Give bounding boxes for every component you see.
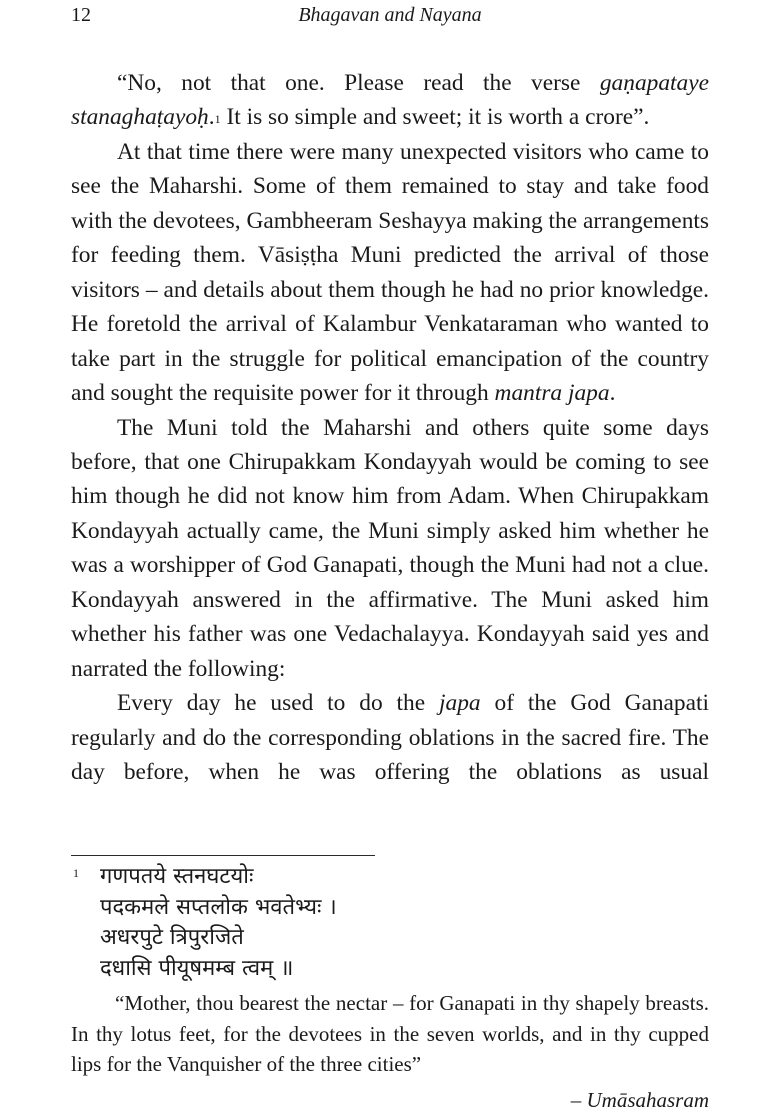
footnote-marker: 1 [73, 866, 79, 880]
sanskrit-line-2: पदकमले सप्तलोक भवतेभ्यः । [100, 894, 337, 920]
footnote-reference[interactable]: 1 [214, 112, 221, 127]
paragraph-1-text-b: . [208, 104, 215, 131]
paragraph-4-text-b: of the God Ganapati regularly and do the corresponding oblations in the sacred fire. The day before, when he was offering the oblations as usual [71, 690, 709, 786]
paragraph-1-text-c: It is so simple and sweet; it is worth a crore”. [220, 104, 650, 131]
sanskrit-line-3: अधरपुटे त्रिपुरजिते [100, 925, 244, 950]
verse-title-italic: gaṇapataye stanaghaṭayoḥ [71, 70, 709, 131]
sanskrit-line-4: दधासि पीयूषमम्ब त्वम् ॥ [100, 955, 294, 981]
paragraph-4-text-a: Every day he used to do the [117, 690, 440, 717]
japa-italic: japa [439, 690, 481, 717]
verse-translation: “Mother, thou bearest the nectar – for Ganapati in thy shapely breasts. In thy lotus feet, for the devotees in the seven worlds, and in thy cupped lips for the Vanquisher of the three cities” [71, 991, 709, 1076]
body-text [71, 66, 709, 790]
paragraph-1-text-a: “No, not that one. Please read the verse [117, 70, 600, 96]
running-head [0, 2, 780, 28]
paragraph-2-text-a: At that time there were many unexpected visitors who came to see the Maharshi. Some of them remained to stay and take food with the devotees, Gambheeram Seshayya making the arrangements for feeding them. Vāsiṣṭha Muni predicted the arrival of those visitors – and details about them though he had no prior knowledge. He foretold the arrival of Kalambur Venkataraman who wanted to take part in the struggle for political emancipation of the country and sought the requisite power for it through [71, 138, 709, 407]
verse-source: – Umāsahasram [570, 1087, 709, 1112]
paragraph-2-text-b: . [609, 380, 616, 407]
footnote-divider [71, 855, 375, 856]
paragraph-2 [71, 135, 709, 411]
mantra-japa-italic: mantra japa [494, 380, 610, 407]
paragraph-3: The Muni told the Maharshi and others quite some days before, that one Chirupakkam Kondayyah would be coming to see him though he did not know him from Adam. When Chirupakkam Kondayyah actually came, the Muni simply asked him whether he was a worshipper of God Ganapati, though the Muni had not a clue. Kondayyah answered in the affirmative. The Muni asked him whether his father was one Vedachalayya. Kondayyah said yes and narrated the following: [71, 414, 709, 682]
footnote [71, 862, 709, 1116]
page-number: 12 [71, 4, 91, 26]
sanskrit-verse [100, 862, 709, 984]
sanskrit-line-1: गणपतये स्तनघटयोः [100, 864, 254, 889]
paragraph-1 [71, 66, 709, 135]
running-title: Bhagavan and Nayana [298, 4, 482, 26]
paragraph-4 [71, 686, 709, 789]
